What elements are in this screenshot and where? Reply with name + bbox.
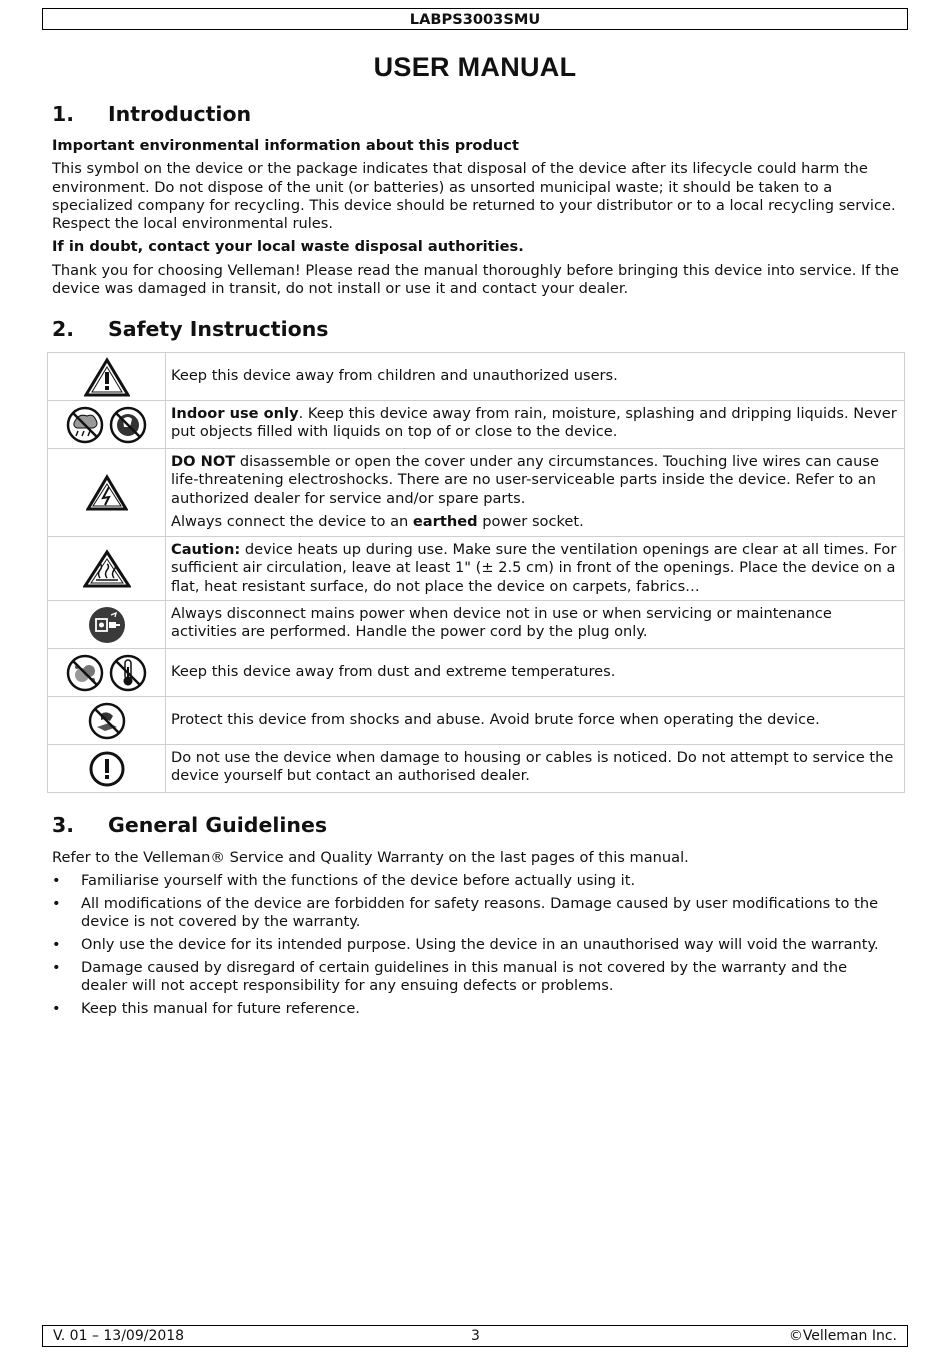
list-item: • Keep this manual for future reference.	[52, 1000, 892, 1018]
section-heading-introduction: 1. Introduction	[52, 102, 252, 126]
safety-text: Indoor use only. Keep this device away from rain, moisture, splashing and dripping liquids. Never put objects filled with liquids on top of or close to the device.	[166, 401, 905, 449]
page-number: 3	[471, 1328, 480, 1344]
exclamation-circle-icon	[88, 750, 126, 788]
safety-table	[47, 352, 905, 793]
guidelines-list	[52, 872, 892, 1023]
no-dust-no-extreme-temperature-icon	[65, 653, 149, 693]
doubt-note: If in doubt, contact your local waste disposal authorities.	[52, 238, 524, 256]
safety-text: Do not use the device when damage to housing or cables is noticed. Do not attempt to service the device yourself but contact an authorised dealer.	[166, 745, 905, 793]
page-header	[42, 8, 908, 30]
unplug-mains-icon	[87, 605, 127, 645]
list-item: • Only use the device for its intended purpose. Using the device in an unauthorised way will void the warranty.	[52, 936, 892, 954]
list-item: • All modifications of the device are forbidden for safety reasons. Damage caused by user modifications to the device is not covered by the warranty.	[52, 895, 892, 932]
page-title: USER MANUAL	[373, 52, 577, 82]
safety-row	[48, 401, 905, 449]
model-number: LABPS3003SMU	[409, 11, 541, 28]
environment-text: This symbol on the device or the package indicates that disposal of the device after its lifecycle could harm the environment. Do not dispose of the unit (or batteries) as unsorted municipal waste; it should be taken to a specialized company for recycling. This device should be returned to your distributor or to a local recycling service. Respect the local environmental rules.	[52, 160, 896, 233]
copyright: ©Velleman Inc.	[788, 1328, 897, 1344]
no-rain-no-liquids-icon	[65, 405, 149, 445]
electric-shock-warning-icon	[86, 474, 128, 512]
list-item: • Familiarise yourself with the functions of the device before actually using it.	[52, 872, 892, 890]
section-heading-safety: 2. Safety Instructions	[52, 317, 329, 341]
hot-surface-warning-icon	[83, 549, 131, 589]
safety-row	[48, 697, 905, 745]
environment-heading: Important environmental information about this product	[52, 137, 519, 154]
thanks-text: Thank you for choosing Velleman! Please read the manual thoroughly before bringing this device into service. If the device was damaged in transit, do not install or use it and contact your dealer.	[52, 261, 900, 298]
safety-row	[48, 353, 905, 401]
no-shocks-icon	[87, 701, 127, 741]
version-date: V. 01 – 13/09/2018	[53, 1328, 185, 1344]
safety-row	[48, 537, 905, 601]
safety-text: Always disconnect mains power when device not in use or when servicing or maintenance activities are performed. Handle the power cord by the plug only.	[166, 601, 905, 649]
introduction-body	[52, 137, 902, 298]
safety-text: Keep this device away from dust and extreme temperatures.	[166, 649, 905, 697]
safety-row	[48, 601, 905, 649]
safety-text: Protect this device from shocks and abuse. Avoid brute force when operating the device.	[166, 697, 905, 745]
safety-row	[48, 649, 905, 697]
safety-text: DO NOT disassemble or open the cover under any circumstances. Touching live wires can cause life-threatening electroshocks. There are no user-serviceable parts inside the device. Refer to an authorized dealer for service and/or spare parts. Always connect the device to an earthed power socket.	[166, 449, 905, 537]
guidelines-intro: Refer to the Velleman® Service and Quality Warranty on the last pages of this manual.	[52, 849, 689, 866]
page-footer	[42, 1325, 908, 1347]
section-heading-guidelines: 3. General Guidelines	[52, 813, 328, 837]
warning-triangle-icon	[84, 357, 130, 397]
list-item: • Damage caused by disregard of certain guidelines in this manual is not covered by the warranty and the dealer will not accept responsibility for any ensuing defects or problems.	[52, 959, 892, 996]
safety-text: Keep this device away from children and unauthorized users.	[166, 353, 905, 401]
safety-row	[48, 449, 905, 537]
safety-row	[48, 745, 905, 793]
safety-text: Caution: device heats up during use. Make sure the ventilation openings are clear at all times. For sufficient air circulation, leave at least 1" (± 2.5 cm) in front of the openings. Place the device on a flat, heat resistant surface, do not place the device on carpets, fabrics…	[166, 537, 905, 601]
